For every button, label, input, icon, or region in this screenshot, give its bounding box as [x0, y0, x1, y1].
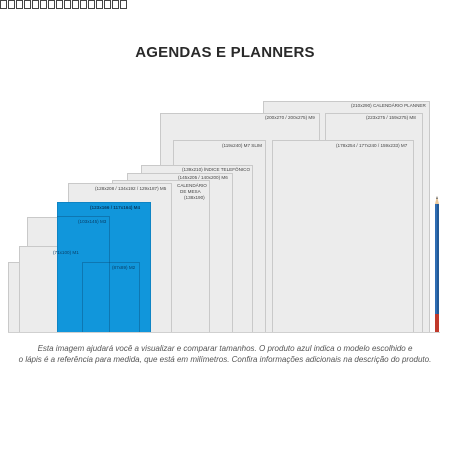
page-title: AGENDAS E PLANNERS — [135, 44, 315, 61]
label-calendario-mesa-3: (138x190) — [184, 195, 205, 200]
caption-line-2: o lápis é a referência para medida, que está em milímetros. Confira informações adicionais na descrição do produto. — [18, 355, 432, 364]
label-calendario-mesa-2: DE MESA — [180, 189, 201, 194]
label-m4: (123x166 / 117x164) M4 — [90, 205, 141, 210]
label-indice-telefonico: (139x210) ÍNDICE TELEFÔNICO — [182, 167, 251, 172]
sheet-m7 — [272, 140, 414, 333]
baseline — [8, 332, 440, 333]
outline-m2 — [82, 262, 140, 333]
label-m3: (103x145) M3 — [78, 219, 107, 224]
label-m1: (71x100) M1 — [53, 250, 79, 255]
label-m6: (145x205 / 140x200) M6 — [178, 175, 228, 180]
label-m2: (87x89) M2 — [112, 265, 136, 270]
caption — [0, 343, 450, 365]
label-m9: (200x270 / 200x275) M9 — [265, 115, 315, 120]
label-m5: (128x208 / 134x192 / 129x187) M5 — [95, 186, 167, 191]
label-m8: (223x275 / 159x275) M8 — [366, 115, 416, 120]
label-calendario-planner: (210x290) CALENDÁRIO PLANNER — [351, 103, 426, 108]
caption-line-1: Esta imagem ajudará você a visualizar e comparar tamanhos. O produto azul indica o modelo escolhido e — [37, 344, 413, 353]
label-calendario-mesa-1: CALENDÁRIO — [177, 183, 207, 188]
label-m7: (178x254 / 177x240 / 159x233) M7 — [336, 143, 408, 148]
pencil-icon — [434, 196, 440, 332]
label-m7-slim: (119x240) M7 SLIM — [222, 143, 262, 148]
